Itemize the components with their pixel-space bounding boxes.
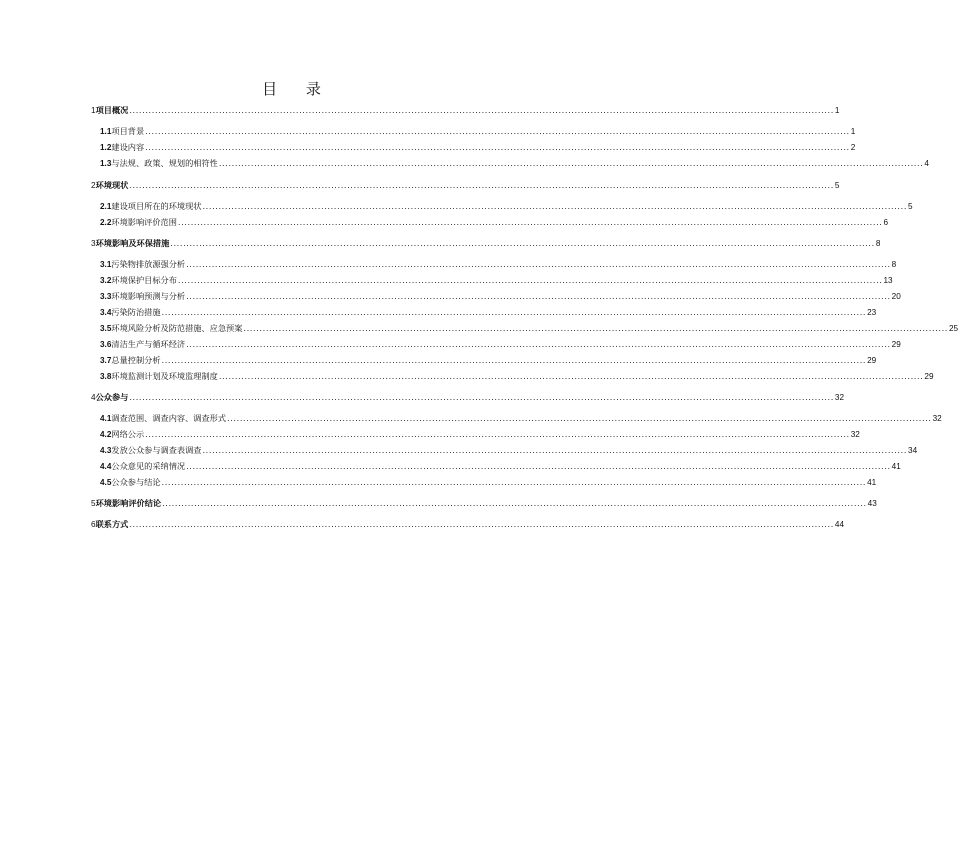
toc-leader-dots: ............................................................................................................................................................................................................................	[162, 498, 867, 508]
toc-entry-number: 4.1	[100, 414, 112, 423]
toc-entry-page: 34	[908, 446, 918, 455]
toc-leader-dots: ............................................................................................................................................................................................................................	[243, 323, 948, 333]
toc-entry-title: 污染防治措施	[111, 307, 161, 317]
toc-entry-title: 项目背景	[111, 126, 145, 136]
toc-entry-number: 3.8	[100, 372, 112, 381]
toc-entry[interactable]	[100, 258, 897, 271]
toc-entry-page: 29	[924, 372, 934, 381]
toc-entry[interactable]	[100, 460, 901, 473]
toc-leader-dots: ............................................................................................................................................................................................................................	[145, 126, 850, 136]
toc-entry-number: 4	[91, 393, 96, 402]
toc-entry[interactable]	[100, 412, 942, 425]
toc-entry-title: 总量控制分析	[111, 355, 161, 365]
toc-entry-title: 联系方式	[95, 519, 129, 529]
toc-leader-dots: ............................................................................................................................................................................................................................	[170, 238, 875, 248]
toc-entry-number: 1.1	[100, 127, 112, 136]
toc-entry[interactable]	[100, 157, 929, 170]
toc-leader-dots: ............................................................................................................................................................................................................................	[202, 201, 908, 211]
toc-entry-page: 1	[834, 106, 840, 115]
toc-entry-page: 32	[834, 393, 845, 402]
toc-entry[interactable]	[100, 200, 913, 213]
toc-leader-dots: ............................................................................................................................................................................................................................	[145, 429, 850, 439]
toc-entry-page: 43	[867, 499, 877, 508]
toc-entry-number: 5	[91, 499, 96, 508]
toc-entry-page: 32	[850, 430, 860, 439]
toc-entry-page: 29	[891, 340, 901, 349]
toc-entry-number: 3	[91, 239, 96, 248]
toc-entry-number: 4.4	[100, 462, 112, 471]
toc-entry-page: 1	[850, 127, 856, 136]
toc-entry[interactable]	[100, 444, 918, 457]
toc-entry-title: 发放公众参与调查表调查	[111, 445, 202, 455]
toc-entry-title: 公众意见的采纳情况	[111, 461, 186, 471]
toc-entry[interactable]	[100, 338, 901, 351]
toc-entry-number: 3.4	[100, 308, 112, 317]
toc-leader-dots: ............................................................................................................................................................................................................................	[129, 392, 834, 402]
toc-entry-title: 项目概况	[95, 105, 129, 115]
toc-leader-dots: ............................................................................................................................................................................................................................	[186, 339, 891, 349]
toc-entry-page: 41	[891, 462, 901, 471]
toc-entry-title: 环境影响评价范围	[111, 217, 177, 227]
toc-entry-title: 环境现状	[95, 180, 129, 190]
toc-entry-page: 8	[875, 239, 881, 248]
toc-entry[interactable]	[100, 476, 877, 489]
toc-entry-number: 4.3	[100, 446, 112, 455]
toc-leader-dots: ............................................................................................................................................................................................................................	[202, 445, 908, 455]
toc-entry[interactable]	[100, 141, 856, 154]
toc-entry-number: 3.6	[100, 340, 112, 349]
toc-entry-title: 污染物排放源强分析	[111, 259, 186, 269]
toc-entry-number: 3.3	[100, 292, 112, 301]
toc-leader-dots: ............................................................................................................................................................................................................................	[161, 477, 867, 487]
toc-entry-number: 1.3	[100, 159, 112, 168]
toc-entry-page: 6	[883, 218, 889, 227]
toc-entry-number: 2	[91, 181, 96, 190]
toc-leader-dots: ............................................................................................................................................................................................................................	[218, 371, 924, 381]
toc-leader-dots: ............................................................................................................................................................................................................................	[129, 180, 834, 190]
toc-leader-dots: ............................................................................................................................................................................................................................	[177, 275, 883, 285]
toc-entry-number: 3.2	[100, 276, 112, 285]
toc-entry-page: 44	[834, 520, 845, 529]
toc-leader-dots: ............................................................................................................................................................................................................................	[186, 259, 891, 269]
toc-entry-page: 4	[924, 159, 929, 168]
toc-leader-dots: ............................................................................................................................................................................................................................	[161, 307, 867, 317]
toc-entry-title: 建设内容	[111, 142, 145, 152]
toc-entry[interactable]	[100, 370, 934, 383]
toc-leader-dots: ............................................................................................................................................................................................................................	[161, 355, 867, 365]
toc-entry-number: 3.1	[100, 260, 112, 269]
toc-entry-title: 公众参与	[95, 392, 129, 402]
toc-entry-page: 25	[948, 324, 958, 333]
toc-entry-title: 调查范围、调查内容、调查形式	[111, 413, 227, 423]
toc-entry-number: 1	[91, 106, 96, 115]
toc-leader-dots: ............................................................................................................................................................................................................................	[129, 519, 834, 529]
toc-entry-number: 3.5	[100, 324, 112, 333]
toc-entry-title: 环境影响及环保措施	[95, 238, 170, 248]
toc-entry-number: 4.5	[100, 478, 112, 487]
toc-entry[interactable]	[91, 237, 881, 250]
toc-leader-dots: ............................................................................................................................................................................................................................	[186, 461, 891, 471]
toc-entry[interactable]	[100, 290, 901, 303]
toc-entry[interactable]	[100, 274, 893, 287]
toc-entry-title: 公众参与结论	[111, 477, 161, 487]
toc-entry[interactable]	[91, 391, 845, 404]
toc-leader-dots: ............................................................................................................................................................................................................................	[145, 142, 850, 152]
toc-entry[interactable]	[91, 179, 840, 192]
toc-entry-number: 4.2	[100, 430, 112, 439]
toc-entry-page: 5	[908, 202, 913, 211]
toc-entry-number: 6	[91, 520, 96, 529]
toc-entry-title: 环境影响预测与分析	[111, 291, 186, 301]
toc-entry-title: 网络公示	[111, 429, 145, 439]
toc-entry[interactable]	[100, 322, 958, 335]
toc-entry-number: 3.7	[100, 356, 112, 365]
toc-entry[interactable]	[91, 497, 877, 510]
toc-entry-page: 2	[850, 143, 856, 152]
toc-entry-title: 与法规、政策、规划的相符性	[111, 158, 218, 168]
page-title: 目 录	[262, 80, 333, 98]
toc-leader-dots: ............................................................................................................................................................................................................................	[177, 217, 883, 227]
toc-entry-page: 32	[932, 414, 942, 423]
toc-entry-title: 环境保护目标分布	[111, 275, 177, 285]
toc-entry-number: 2.1	[100, 202, 112, 211]
toc-entry[interactable]	[100, 428, 860, 441]
toc-leader-dots: ............................................................................................................................................................................................................................	[218, 158, 924, 168]
toc-entry[interactable]	[100, 125, 856, 138]
toc-entry[interactable]	[91, 104, 840, 117]
toc-entry-page: 23	[867, 308, 877, 317]
toc-entry[interactable]	[100, 306, 877, 319]
toc-leader-dots: ............................................................................................................................................................................................................................	[227, 413, 932, 423]
toc-entry-title: 环境监测计划及环境监理制度	[111, 371, 218, 381]
toc-entry-page: 13	[883, 276, 893, 285]
toc-entry-title: 清洁生产与循环经济	[111, 339, 186, 349]
toc-entry-page: 5	[834, 181, 840, 190]
toc-entry-page: 41	[867, 478, 877, 487]
toc-entry[interactable]	[91, 518, 845, 531]
toc-leader-dots: ............................................................................................................................................................................................................................	[186, 291, 891, 301]
toc-entry-page: 20	[891, 292, 901, 301]
toc-entry[interactable]	[100, 354, 877, 367]
toc-entry-page: 8	[891, 260, 897, 269]
toc-entry[interactable]	[100, 216, 889, 229]
toc-entry-title: 环境影响评价结论	[95, 498, 162, 508]
toc-leader-dots: ............................................................................................................................................................................................................................	[129, 105, 834, 115]
toc-entry-title: 环境风险分析及防范措施、应急预案	[111, 323, 243, 333]
toc-entry-number: 2.2	[100, 218, 112, 227]
toc-entry-page: 29	[867, 356, 877, 365]
toc-entry-number: 1.2	[100, 143, 112, 152]
toc-entry-title: 建设项目所在的环境现状	[111, 201, 202, 211]
